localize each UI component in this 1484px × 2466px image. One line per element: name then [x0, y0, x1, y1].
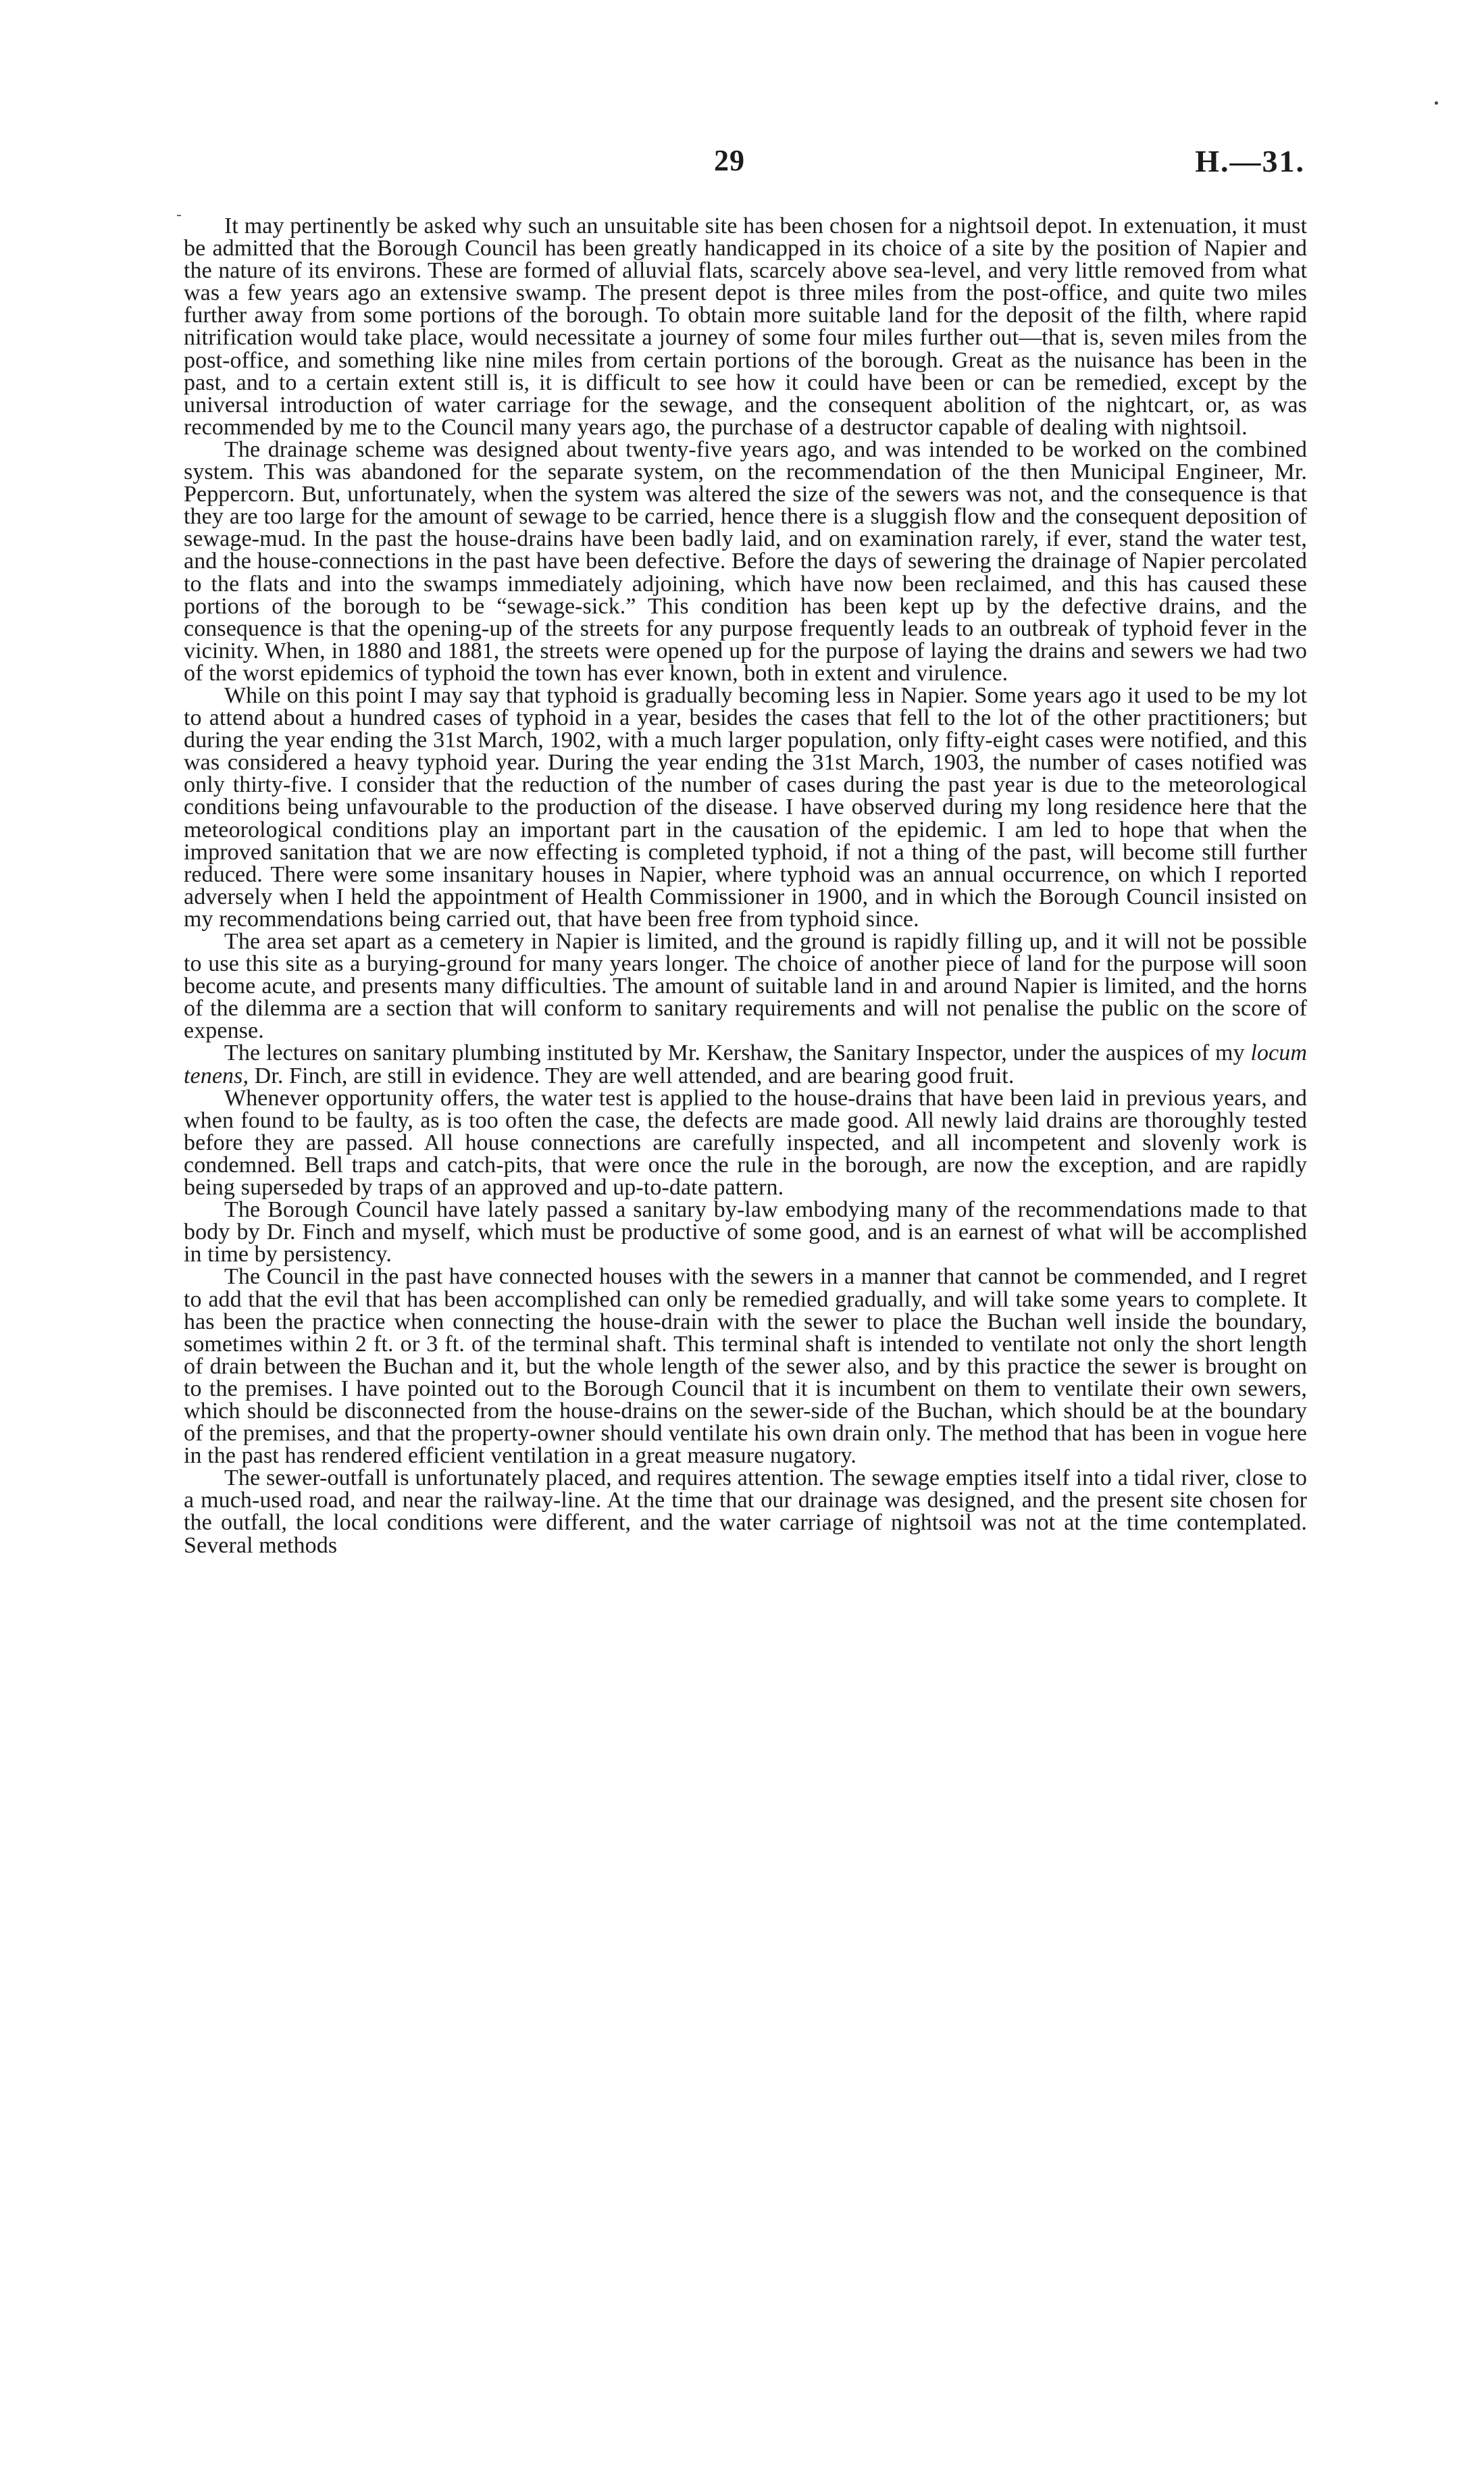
report-code: H.—31. [1195, 144, 1305, 178]
body-text [184, 215, 1307, 1557]
paragraph-text: The Borough Council have lately passed a sanitary by-law embodying many of the recommendations made to that body by Dr. Finch and myself, which must be productive of some good, and is an earnest of what will be accomplished in time by persistency. [184, 1197, 1307, 1267]
paragraph-house-connections [184, 1265, 1307, 1467]
paragraph-by-law [184, 1199, 1307, 1265]
page-number: 29 [714, 144, 745, 177]
paragraph-text: The drainage scheme was designed about twenty-five years ago, and was intended to be worked on the combined system. This was abandoned for the separate system, on the recommendation of the then Municipal Engineer, Mr. Peppercorn. But, unfortunately, when the system was altered the size of the sewers was not, and the consequence is that they are too large for the amount of sewage to be carried, hence there is a sluggish flow and the consequent deposition of sewage-mud. In the past the house-drains have been badly laid, and on examination rarely, if ever, stand the water test, and the house-connections in the past have been defective. Before the days of sewering the drainage of Napier percolated to the flats and into the swamps immediately adjoining, which have now been reclaimed, and this has caused these portions of the borough to be “sewage-sick.” This condition has been kept up by the defective drains, and the consequence is that the opening-up of the streets for any purpose frequently leads to an outbreak of typhoid fever in the vicinity. When, in 1880 and 1881, the streets were opened up for the purpose of laying the drains and sewers we had two of the worst epidemics of typhoid the town has ever known, both in extent and virulence. [184, 436, 1307, 686]
paragraph-text: While on this point I may say that typhoid is gradually becoming less in Napier. Some years ago it used to be my lot to attend about a hundred cases of typhoid in a year, besides the cases that fell to the lot of the other practitioners; but during the year ending the 31st March, 1902, with a much larger population, only fifty-eight cases were notified, and this was considered a heavy typhoid year. During the year ending the 31st March, 1903, the number of cases notified was only thirty-five. I consider that the reduction of the number of cases during the past year is due to the meteorological conditions being unfavourable to the production of the disease. I have observed during my long residence here that the meteorological conditions play an important part in the causation of the epidemic. I am led to hope that when the improved sanitation that we are now effecting is completed typhoid, if not a thing of the past, will become still further reduced. There were some insanitary houses in Napier, where typhoid was an annual occurrence, on which I reported adversely when I held the appointment of Health Commissioner in 1900, and in which the Borough Council insisted on my recommendations being carried out, that have been free from typhoid since. [184, 682, 1307, 932]
paragraph-text: The lectures on sanitary plumbing instituted by Mr. Kershaw, the Sanitary Inspector, under the auspices of my [224, 1040, 1251, 1066]
paragraph-text: Dr. Finch, are still in evidence. They are well attended, and are bearing good fruit. [249, 1063, 1015, 1088]
paragraph-italic-text: locum tenens, [184, 1040, 1307, 1088]
margin-mark [177, 215, 181, 216]
paragraph-cemetery [184, 930, 1307, 1042]
paragraph-text: Whenever opportunity offers, the water test is applied to the house-drains that have been laid in previous years, and when found to be faulty, as is too often the case, the defects are made good. All newly laid drains are thoroughly tested before they are passed. All house connections are carefully inspected, and all incompetent and slovenly work is condemned. Bell traps and catch-pits, that were once the rule in the borough, are now the exception, and are rapidly being superseded by traps of an approved and up-to-date pattern. [184, 1085, 1307, 1201]
paragraph-typhoid [184, 684, 1307, 930]
paragraph-water-test [184, 1087, 1307, 1199]
paragraph-text: The sewer-outfall is unfortunately placed, and requires attention. The sewage empties itself into a tidal river, close to a much-used road, and near the railway-line. At the time that our drainage was designed, and the present site chosen for the outfall, the local conditions were different, and the water carriage of nightsoil was not at the time contemplated. Several methods [184, 1465, 1307, 1558]
paragraph-plumbing-lectures [184, 1042, 1307, 1086]
paragraph-nightsoil-depot [184, 215, 1307, 438]
paragraph-text: It may pertinently be asked why such an unsuitable site has been chosen for a nightsoil depot. In extenuation, it must be admitted that the Borough Council has been greatly handicapped in its choice of a site by the position of Napier and the nature of its environs. These are formed of alluvial flats, scarcely above sea-level, and very little removed from what was a few years ago an extensive swamp. The present depot is three miles from the post-office, and quite two miles further away from some portions of the borough. To obtain more suitable land for the deposit of the filth, where rapid nitrification would take place, would necessitate a journey of some four miles further out—that is, seven miles from the post-office, and something like nine miles from certain portions of the borough. Great as the nuisance has been in the past, and to a certain extent still is, it is difficult to see how it could have been or can be remedied, except by the universal introduction of water carriage for the sewage, and the consequent abolition of the nightcart, or, as was recommended by me to the Council many years ago, the purchase of a destructor capable of dealing with nightsoil. [184, 213, 1307, 440]
scan-speck [1435, 101, 1438, 105]
paragraph-text: The area set apart as a cemetery in Napier is limited, and the ground is rapidly filling up, and it will not be possible to use this site as a burying-ground for many years longer. The choice of another piece of land for the purpose will soon become acute, and presents many difficulties. The amount of suitable land in and around Napier is limited, and the horns of the dilemma are a section that will conform to sanitary requirements and will not penalise the public on the score of expense. [184, 929, 1307, 1044]
paragraph-text: The Council in the past have connected houses with the sewers in a manner that cannot be commended, and I regret to add that the evil that has been accomplished can only be remedied gradually, and will take some years to complete. It has been the practice when connecting the house-drain with the sewer to place the Buchan well inside the boundary, sometimes within 2 ft. or 3 ft. of the terminal shaft. This terminal shaft is intended to ventilate not only the short length of drain between the Buchan and it, but the whole length of the sewer also, and by this practice the sewer is brought on to the premises. I have pointed out to the Borough Council that it is incumbent on them to ventilate their own sewers, which should be disconnected from the house-drains on the sewer-side of the Buchan, which should be at the boundary of the premises, and that the property-owner should ventilate his own drain only. The method that has been in vogue here in the past has rendered efficient ventilation in a great measure nugatory. [184, 1264, 1307, 1469]
paragraph-drainage-scheme [184, 438, 1307, 684]
paragraph-sewer-outfall [184, 1467, 1307, 1556]
